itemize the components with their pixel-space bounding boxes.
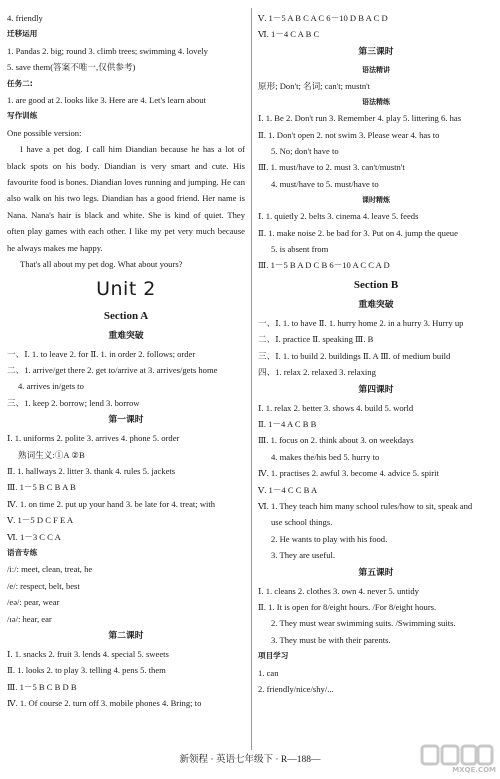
- answer-line: 4. friendly: [7, 13, 43, 23]
- answer-line: use school things.: [271, 517, 333, 528]
- answer-line: 一、Ⅰ. 1. to have Ⅱ. 1. hurry home 2. in a hurry 3. Hurry up: [258, 317, 464, 328]
- answer-line: Ⅱ. 1. Don't open 2. not swim 3. Please wear 4. has to: [258, 129, 440, 140]
- answer-line: 3. They are useful.: [271, 550, 336, 561]
- answer-line: 2. They must wear swimming suits. /Swimming suits.: [271, 618, 456, 629]
- answer-line: One possible version:: [7, 127, 82, 138]
- answer-line: Ⅰ. 1. relax 2. better 3. shows 4. build 5. world: [258, 402, 414, 413]
- lesson-heading: 第四课时: [358, 384, 394, 395]
- answer-line: 熟词生义:①A ②B: [18, 449, 85, 460]
- lesson-heading: 第三课时: [358, 46, 394, 57]
- lesson-heading: 重难突破: [108, 330, 144, 341]
- sub-heading: 语法精讲: [362, 65, 390, 74]
- answer-line: 三、Ⅰ. 1. to build 2. buildings Ⅱ. A Ⅲ. of medium build: [258, 350, 451, 361]
- answer-line: Ⅰ. 1. Be 2. Don't run 3. Remember 4. play 5. littering 6. has: [258, 113, 462, 124]
- answer-line: Ⅵ. 1－3 C C A: [7, 531, 61, 542]
- section-title: Section A: [103, 309, 149, 322]
- section-heading: 语音专练: [7, 547, 38, 557]
- answer-line: Ⅰ. 1. uniforms 2. polite 3. arrives 4. phone 5. order: [7, 433, 180, 444]
- sub-heading: 课时精炼: [362, 196, 390, 205]
- answer-line: Ⅴ. 1－5 D C F E A: [7, 515, 74, 526]
- answer-line: Ⅳ. 1. practises 2. awful 3. become 4. advice 5. spirit: [258, 468, 439, 479]
- answer-line: Ⅳ. 1. on time 2. put up your hand 3. be late for 4. treat; with: [7, 498, 216, 509]
- answer-line: 原形; Don't; 名词; can't; mustn't: [258, 80, 371, 91]
- column-divider: [251, 8, 252, 750]
- answer-line: 1. Pandas 2. big; round 3. climb trees; swimming 4. lovely: [7, 45, 208, 56]
- section-heading: 任务二:: [7, 78, 33, 88]
- answer-line: Ⅲ. 1－5 B C B D B: [7, 681, 77, 692]
- answer-line: Ⅱ. 1. looks 2. to play 3. telling 4. pens 5. them: [7, 665, 166, 676]
- answer-line: Ⅰ. 1. snacks 2. fruit 3. lends 4. special 5. sweets: [7, 649, 169, 659]
- lesson-heading: 第一课时: [108, 415, 144, 426]
- answer-line: 2. He wants to play with his food.: [271, 533, 388, 544]
- answer-line: Ⅵ. 1. They teach him many school rules/how to sit, speak and: [258, 500, 473, 511]
- answer-line: 三、1. keep 2. borrow; lend 3. borrow: [7, 397, 140, 408]
- answer-line: 二、Ⅰ. practice Ⅱ. speaking Ⅲ. B: [258, 334, 374, 345]
- answer-line: 2. friendly/nice/shy/...: [258, 684, 334, 694]
- answer-line: /iː/: meet, clean, treat, he: [7, 564, 93, 575]
- answer-line: Ⅲ. 1－5 B C B A B: [7, 482, 76, 493]
- lesson-heading: 第五课时: [358, 567, 394, 578]
- answer-line: 3. They must be with their parents.: [271, 634, 391, 645]
- answer-line: Ⅲ. 1－5 B A D C B 6－10 A C C A D: [258, 260, 390, 271]
- paragraph: That's all about my pet dog. What about yours?: [20, 259, 183, 270]
- answer-line: Ⅱ. 1. It is open for 8/eight hours. /For 8/eight hours.: [258, 601, 437, 612]
- answer-line: 二、1. arrive/get there 2. get to/arrive at 3. arrives/gets home: [7, 364, 218, 375]
- page-footer: 新领程 · 英语七年级下 · R—188—: [179, 755, 321, 765]
- answer-line: 4. arrives in/gets to: [18, 381, 84, 392]
- sub-heading: 语法精练: [362, 98, 390, 107]
- lesson-heading: 重难突破: [358, 299, 394, 310]
- left-column: [7, 10, 245, 712]
- answer-line: Ⅲ. 1. must/have to 2. must 3. can't/mustn't: [258, 162, 405, 173]
- answer-line: 4. must/have to 5. must/have to: [271, 178, 379, 189]
- section-heading: 写作训练: [7, 111, 38, 121]
- answer-line: 5. is absent from: [271, 244, 329, 255]
- answer-line: 1. can: [258, 667, 279, 678]
- answer-line: 4. makes the/his bed 5. hurry to: [271, 451, 380, 462]
- answer-line: /ɪə/: hear, ear: [7, 613, 52, 624]
- right-column: [258, 10, 494, 697]
- paragraph: I have a pet dog. I call him Diandian because he has a lot of black spots on his body. Diandian is very smart and cute. His favourite food is bones. Diandian loves running and jumping. He can also walk on his two legs. Diandian has a good friend. Her name is Nana. Nana's hair is black and white. She is kind of quiet. They often play games with each other. I like my pet very much because he always makes me happy.: [7, 144, 245, 253]
- answer-line: Ⅱ. 1. hallways 2. litter 3. thank 4. rules 5. jackets: [7, 465, 176, 476]
- answer-line: Ⅱ. 1. make noise 2. be bad for 3. Put on 4. jump the queue: [258, 227, 458, 238]
- answer-line: 5. No; don't have to: [271, 146, 339, 157]
- answer-line: /eə/: pear, wear: [7, 597, 60, 608]
- answer-line: 1. are good at 2. looks like 3. Here are 4. Let's learn about: [7, 95, 206, 106]
- answer-line: 5. save them(答案不唯一,仅供参考): [7, 62, 136, 73]
- watermark-text: MXQE.COM: [452, 766, 496, 774]
- answer-line: Ⅲ. 1. focus on 2. think about 3. on weekdays: [258, 435, 414, 446]
- lesson-heading: 第二课时: [108, 631, 144, 641]
- answer-line: Ⅱ. 1－4 A C B B: [258, 418, 317, 429]
- unit-title: Unit 2: [96, 277, 156, 300]
- answer-line: 四、1. relax 2. relaxed 3. relaxing: [258, 367, 376, 378]
- answer-line: Ⅳ. 1. Of course 2. turn off 3. mobile phones 4. Bring; to: [7, 698, 202, 709]
- answer-line: Ⅰ. 1. cleans 2. clothes 3. own 4. never 5. untidy: [258, 585, 419, 596]
- section-heading: 迁移运用: [7, 29, 38, 39]
- answer-line: Ⅵ. 1－4 C A B C: [258, 29, 320, 40]
- section-heading: 项目学习: [258, 651, 289, 661]
- answer-line: /e/: respect, belt, best: [7, 580, 80, 591]
- answer-line: Ⅴ. 1－4 C C B A: [258, 484, 318, 495]
- section-title: Section B: [353, 278, 399, 291]
- answer-line: Ⅴ. 1－5 A B C A C 6－10 D B A C D: [258, 13, 388, 23]
- answer-line: Ⅰ. 1. quietly 2. belts 3. cinema 4. leave 5. feeds: [258, 211, 419, 222]
- answer-line: 一、Ⅰ. 1. to leave 2. for Ⅱ. 1. in order 2. follows; order: [7, 348, 196, 359]
